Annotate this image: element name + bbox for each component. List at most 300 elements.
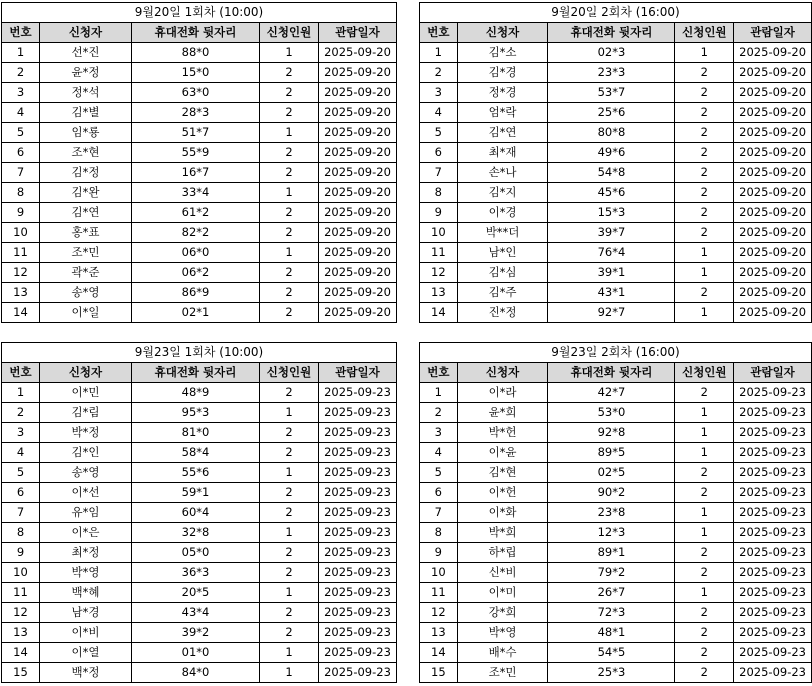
cell-date: 2025-09-23	[734, 443, 812, 463]
cell-no: 9	[420, 203, 458, 223]
table-row	[420, 283, 812, 303]
cell-count: 2	[260, 263, 319, 283]
cell-no: 10	[2, 563, 40, 583]
cell-count: 2	[260, 283, 319, 303]
cell-name: 남*인	[457, 243, 548, 263]
cell-phone: 06*2	[132, 263, 260, 283]
column-header-date: 관람일자	[319, 363, 397, 383]
schedule-table-sep20-session2	[419, 2, 812, 323]
cell-phone: 51*7	[132, 123, 260, 143]
cell-no: 1	[420, 43, 458, 63]
table-row	[2, 43, 397, 63]
cell-count: 2	[260, 443, 319, 463]
schedule-table-sep23-session1	[1, 342, 397, 683]
cell-no: 3	[2, 423, 40, 443]
table-row	[420, 303, 812, 323]
cell-count: 1	[260, 463, 319, 483]
column-header-phone: 휴대전화 뒷자리	[132, 23, 260, 43]
table-row	[2, 183, 397, 203]
table-row	[2, 623, 397, 643]
cell-no: 11	[2, 243, 40, 263]
cell-date: 2025-09-23	[734, 523, 812, 543]
cell-name: 송*영	[40, 283, 132, 303]
cell-date: 2025-09-23	[319, 383, 397, 403]
cell-no: 4	[420, 103, 458, 123]
cell-no: 2	[2, 63, 40, 83]
cell-name: 남*경	[40, 603, 132, 623]
table-row	[420, 523, 812, 543]
cell-name: 김*별	[40, 103, 132, 123]
cell-no: 3	[420, 83, 458, 103]
cell-name: 엄*락	[457, 103, 548, 123]
column-header-no: 번호	[420, 23, 458, 43]
table-row	[420, 83, 812, 103]
cell-date: 2025-09-23	[319, 603, 397, 623]
cell-no: 6	[2, 483, 40, 503]
table-row	[2, 103, 397, 123]
cell-date: 2025-09-23	[734, 603, 812, 623]
cell-phone: 32*8	[132, 523, 260, 543]
cell-date: 2025-09-23	[319, 543, 397, 563]
cell-no: 5	[2, 123, 40, 143]
cell-phone: 16*7	[132, 163, 260, 183]
cell-phone: 39*1	[548, 263, 675, 283]
cell-count: 2	[675, 163, 734, 183]
table-row	[2, 223, 397, 243]
column-header-count: 신청인원	[675, 23, 734, 43]
cell-count: 2	[675, 623, 734, 643]
cell-count: 2	[675, 603, 734, 623]
cell-no: 9	[2, 543, 40, 563]
cell-phone: 55*9	[132, 143, 260, 163]
cell-no: 8	[2, 183, 40, 203]
cell-count: 1	[260, 43, 319, 63]
cell-name: 이*비	[40, 623, 132, 643]
cell-no: 12	[2, 263, 40, 283]
cell-name: 조*민	[40, 243, 132, 263]
cell-count: 1	[260, 663, 319, 683]
cell-count: 2	[260, 163, 319, 183]
cell-count: 2	[260, 103, 319, 123]
table-row	[420, 443, 812, 463]
cell-date: 2025-09-20	[319, 143, 397, 163]
cell-date: 2025-09-23	[319, 483, 397, 503]
table-row	[2, 403, 397, 423]
cell-date: 2025-09-20	[734, 143, 812, 163]
cell-date: 2025-09-20	[734, 163, 812, 183]
cell-phone: 23*8	[548, 503, 675, 523]
cell-name: 김*림	[40, 403, 132, 423]
cell-no: 2	[420, 403, 458, 423]
cell-phone: 02*5	[548, 463, 675, 483]
table-row	[2, 83, 397, 103]
cell-count: 2	[260, 383, 319, 403]
cell-no: 13	[2, 623, 40, 643]
cell-name: 이*헌	[457, 483, 548, 503]
cell-no: 7	[2, 503, 40, 523]
cell-no: 13	[2, 283, 40, 303]
cell-count: 2	[675, 203, 734, 223]
cell-phone: 23*3	[548, 63, 675, 83]
column-header-date: 관람일자	[734, 363, 812, 383]
cell-count: 2	[675, 103, 734, 123]
column-header-count: 신청인원	[675, 363, 734, 383]
table-row	[2, 163, 397, 183]
cell-no: 7	[420, 503, 458, 523]
cell-date: 2025-09-20	[734, 303, 812, 323]
cell-date: 2025-09-23	[734, 663, 812, 683]
cell-count: 2	[260, 563, 319, 583]
cell-count: 2	[675, 663, 734, 683]
cell-count: 1	[260, 123, 319, 143]
cell-phone: 95*3	[132, 403, 260, 423]
cell-phone: 81*0	[132, 423, 260, 443]
cell-no: 15	[2, 663, 40, 683]
cell-date: 2025-09-23	[734, 623, 812, 643]
cell-phone: 28*3	[132, 103, 260, 123]
table-row	[2, 283, 397, 303]
table-row	[420, 143, 812, 163]
cell-count: 2	[675, 383, 734, 403]
cell-count: 2	[260, 143, 319, 163]
table-row	[420, 563, 812, 583]
cell-date: 2025-09-23	[734, 483, 812, 503]
cell-name: 최*정	[40, 543, 132, 563]
table-row	[2, 483, 397, 503]
cell-no: 13	[420, 623, 458, 643]
cell-phone: 80*8	[548, 123, 675, 143]
cell-name: 이*은	[40, 523, 132, 543]
cell-name: 이*민	[40, 383, 132, 403]
cell-date: 2025-09-23	[734, 383, 812, 403]
cell-count: 2	[675, 123, 734, 143]
cell-phone: 49*6	[548, 143, 675, 163]
table-row	[420, 643, 812, 663]
cell-phone: 26*7	[548, 583, 675, 603]
cell-phone: 89*5	[548, 443, 675, 463]
cell-no: 1	[420, 383, 458, 403]
cell-name: 선*진	[40, 43, 132, 63]
table-row	[420, 243, 812, 263]
cell-name: 조*민	[457, 663, 548, 683]
cell-phone: 25*6	[548, 103, 675, 123]
cell-name: 박**더	[457, 223, 548, 243]
cell-phone: 63*0	[132, 83, 260, 103]
cell-date: 2025-09-23	[319, 623, 397, 643]
cell-phone: 39*2	[132, 623, 260, 643]
cell-phone: 25*3	[548, 663, 675, 683]
cell-date: 2025-09-23	[734, 403, 812, 423]
cell-no: 1	[2, 43, 40, 63]
cell-date: 2025-09-20	[319, 303, 397, 323]
cell-name: 이*라	[457, 383, 548, 403]
column-header-date: 관람일자	[319, 23, 397, 43]
cell-count: 2	[675, 563, 734, 583]
cell-name: 박*영	[40, 563, 132, 583]
cell-phone: 58*4	[132, 443, 260, 463]
cell-date: 2025-09-20	[734, 43, 812, 63]
cell-date: 2025-09-20	[319, 283, 397, 303]
cell-count: 2	[260, 63, 319, 83]
cell-date: 2025-09-20	[319, 43, 397, 63]
cell-phone: 88*0	[132, 43, 260, 63]
cell-name: 백*혜	[40, 583, 132, 603]
cell-name: 이*화	[457, 503, 548, 523]
cell-date: 2025-09-20	[319, 243, 397, 263]
table-row	[420, 203, 812, 223]
cell-count: 1	[260, 523, 319, 543]
cell-name: 송*영	[40, 463, 132, 483]
cell-no: 4	[2, 443, 40, 463]
cell-date: 2025-09-20	[734, 243, 812, 263]
cell-count: 2	[260, 83, 319, 103]
cell-phone: 15*0	[132, 63, 260, 83]
cell-phone: 36*3	[132, 563, 260, 583]
cell-no: 9	[2, 203, 40, 223]
table-row	[420, 543, 812, 563]
column-header-name: 신청자	[40, 363, 132, 383]
cell-count: 2	[675, 463, 734, 483]
cell-date: 2025-09-23	[319, 563, 397, 583]
cell-no: 6	[420, 143, 458, 163]
cell-phone: 54*8	[548, 163, 675, 183]
cell-name: 이*경	[457, 203, 548, 223]
table-row	[420, 623, 812, 643]
cell-phone: 43*1	[548, 283, 675, 303]
cell-name: 백*정	[40, 663, 132, 683]
cell-phone: 53*0	[548, 403, 675, 423]
cell-count: 1	[260, 643, 319, 663]
cell-phone: 42*7	[548, 383, 675, 403]
cell-date: 2025-09-20	[319, 103, 397, 123]
cell-phone: 06*0	[132, 243, 260, 263]
cell-count: 2	[260, 483, 319, 503]
cell-name: 하*립	[457, 543, 548, 563]
cell-name: 진*정	[457, 303, 548, 323]
cell-name: 박*영	[457, 623, 548, 643]
cell-phone: 15*3	[548, 203, 675, 223]
cell-phone: 54*5	[548, 643, 675, 663]
cell-date: 2025-09-23	[734, 643, 812, 663]
cell-date: 2025-09-20	[319, 223, 397, 243]
table-row	[420, 423, 812, 443]
table-row	[420, 403, 812, 423]
table-row	[420, 123, 812, 143]
cell-date: 2025-09-20	[734, 223, 812, 243]
cell-no: 9	[420, 543, 458, 563]
cell-name: 김*경	[457, 63, 548, 83]
table-row	[2, 583, 397, 603]
table-row	[2, 463, 397, 483]
table-row	[2, 143, 397, 163]
cell-count: 2	[260, 223, 319, 243]
cell-date: 2025-09-20	[319, 163, 397, 183]
cell-phone: 92*8	[548, 423, 675, 443]
cell-no: 14	[420, 643, 458, 663]
table-title: 9월23일 1회차 (10:00)	[2, 343, 397, 363]
cell-name: 배*수	[457, 643, 548, 663]
cell-count: 2	[675, 223, 734, 243]
cell-date: 2025-09-20	[734, 203, 812, 223]
cell-no: 13	[420, 283, 458, 303]
cell-name: 이*일	[40, 303, 132, 323]
cell-date: 2025-09-20	[319, 183, 397, 203]
cell-date: 2025-09-20	[734, 123, 812, 143]
table-row	[420, 223, 812, 243]
cell-phone: 72*3	[548, 603, 675, 623]
cell-name: 유*임	[40, 503, 132, 523]
cell-count: 2	[675, 643, 734, 663]
table-row	[420, 43, 812, 63]
cell-date: 2025-09-23	[734, 503, 812, 523]
cell-no: 5	[420, 463, 458, 483]
cell-phone: 01*0	[132, 643, 260, 663]
table-row	[2, 443, 397, 463]
table-row	[420, 163, 812, 183]
cell-count: 2	[260, 503, 319, 523]
cell-name: 김*심	[457, 263, 548, 283]
cell-count: 2	[675, 143, 734, 163]
table-row	[420, 583, 812, 603]
table-row	[420, 663, 812, 683]
cell-date: 2025-09-20	[319, 63, 397, 83]
cell-no: 15	[420, 663, 458, 683]
cell-no: 11	[2, 583, 40, 603]
cell-name: 김*완	[40, 183, 132, 203]
table-row	[2, 563, 397, 583]
schedule-table-sep20-session1	[1, 2, 397, 323]
cell-phone: 92*7	[548, 303, 675, 323]
cell-no: 2	[420, 63, 458, 83]
cell-count: 2	[260, 303, 319, 323]
cell-name: 박*정	[40, 423, 132, 443]
cell-no: 5	[2, 463, 40, 483]
column-header-no: 번호	[2, 23, 40, 43]
cell-count: 2	[675, 83, 734, 103]
cell-phone: 90*2	[548, 483, 675, 503]
schedule-table-sep23-session2	[419, 342, 812, 683]
cell-name: 이*열	[40, 643, 132, 663]
table-row	[2, 63, 397, 83]
cell-date: 2025-09-20	[734, 263, 812, 283]
cell-phone: 79*2	[548, 563, 675, 583]
cell-name: 김*연	[40, 203, 132, 223]
cell-no: 1	[2, 383, 40, 403]
cell-no: 6	[2, 143, 40, 163]
table-row	[420, 183, 812, 203]
cell-no: 3	[420, 423, 458, 443]
cell-phone: 33*4	[132, 183, 260, 203]
column-header-phone: 휴대전화 뒷자리	[548, 23, 675, 43]
cell-phone: 84*0	[132, 663, 260, 683]
cell-name: 신*비	[457, 563, 548, 583]
cell-phone: 61*2	[132, 203, 260, 223]
cell-no: 14	[2, 303, 40, 323]
cell-count: 1	[675, 263, 734, 283]
cell-no: 8	[2, 523, 40, 543]
cell-date: 2025-09-23	[734, 463, 812, 483]
column-header-name: 신청자	[40, 23, 132, 43]
cell-count: 1	[675, 43, 734, 63]
cell-phone: 02*3	[548, 43, 675, 63]
cell-phone: 20*5	[132, 583, 260, 603]
table-row	[2, 303, 397, 323]
cell-phone: 59*1	[132, 483, 260, 503]
cell-no: 10	[420, 563, 458, 583]
cell-name: 이*선	[40, 483, 132, 503]
cell-name: 박*헌	[457, 423, 548, 443]
cell-no: 14	[2, 643, 40, 663]
cell-name: 김*현	[457, 463, 548, 483]
cell-date: 2025-09-20	[319, 263, 397, 283]
cell-no: 4	[420, 443, 458, 463]
cell-name: 이*윤	[457, 443, 548, 463]
cell-count: 1	[260, 403, 319, 423]
table-row	[2, 663, 397, 683]
cell-count: 1	[675, 523, 734, 543]
cell-count: 2	[675, 63, 734, 83]
cell-date: 2025-09-23	[319, 523, 397, 543]
cell-date: 2025-09-20	[734, 103, 812, 123]
cell-name: 김*지	[457, 183, 548, 203]
cell-phone: 55*6	[132, 463, 260, 483]
table-row	[420, 383, 812, 403]
column-header-phone: 휴대전화 뒷자리	[132, 363, 260, 383]
cell-count: 2	[260, 423, 319, 443]
cell-no: 11	[420, 583, 458, 603]
column-header-name: 신청자	[457, 363, 548, 383]
table-row	[2, 503, 397, 523]
cell-name: 최*재	[457, 143, 548, 163]
cell-no: 12	[420, 603, 458, 623]
cell-no: 7	[2, 163, 40, 183]
column-header-name: 신청자	[457, 23, 548, 43]
table-row	[420, 503, 812, 523]
cell-name: 김*소	[457, 43, 548, 63]
table-row	[2, 603, 397, 623]
cell-date: 2025-09-20	[734, 83, 812, 103]
cell-name: 손*나	[457, 163, 548, 183]
cell-date: 2025-09-23	[319, 423, 397, 443]
table-row	[420, 483, 812, 503]
table-row	[2, 243, 397, 263]
column-header-date: 관람일자	[734, 23, 812, 43]
cell-phone: 05*0	[132, 543, 260, 563]
cell-name: 강*희	[457, 603, 548, 623]
cell-name: 윤*희	[457, 403, 548, 423]
cell-phone: 76*4	[548, 243, 675, 263]
cell-no: 6	[420, 483, 458, 503]
cell-count: 1	[260, 243, 319, 263]
cell-name: 홍*표	[40, 223, 132, 243]
cell-count: 1	[675, 423, 734, 443]
cell-phone: 43*4	[132, 603, 260, 623]
cell-count: 1	[675, 243, 734, 263]
cell-count: 1	[675, 403, 734, 423]
cell-date: 2025-09-20	[734, 283, 812, 303]
cell-count: 1	[675, 583, 734, 603]
cell-no: 3	[2, 83, 40, 103]
cell-count: 2	[675, 183, 734, 203]
column-header-phone: 휴대전화 뒷자리	[548, 363, 675, 383]
table-row	[2, 123, 397, 143]
cell-date: 2025-09-23	[319, 463, 397, 483]
cell-no: 2	[2, 403, 40, 423]
cell-phone: 12*3	[548, 523, 675, 543]
cell-date: 2025-09-23	[319, 583, 397, 603]
cell-name: 임*룡	[40, 123, 132, 143]
cell-date: 2025-09-20	[319, 123, 397, 143]
